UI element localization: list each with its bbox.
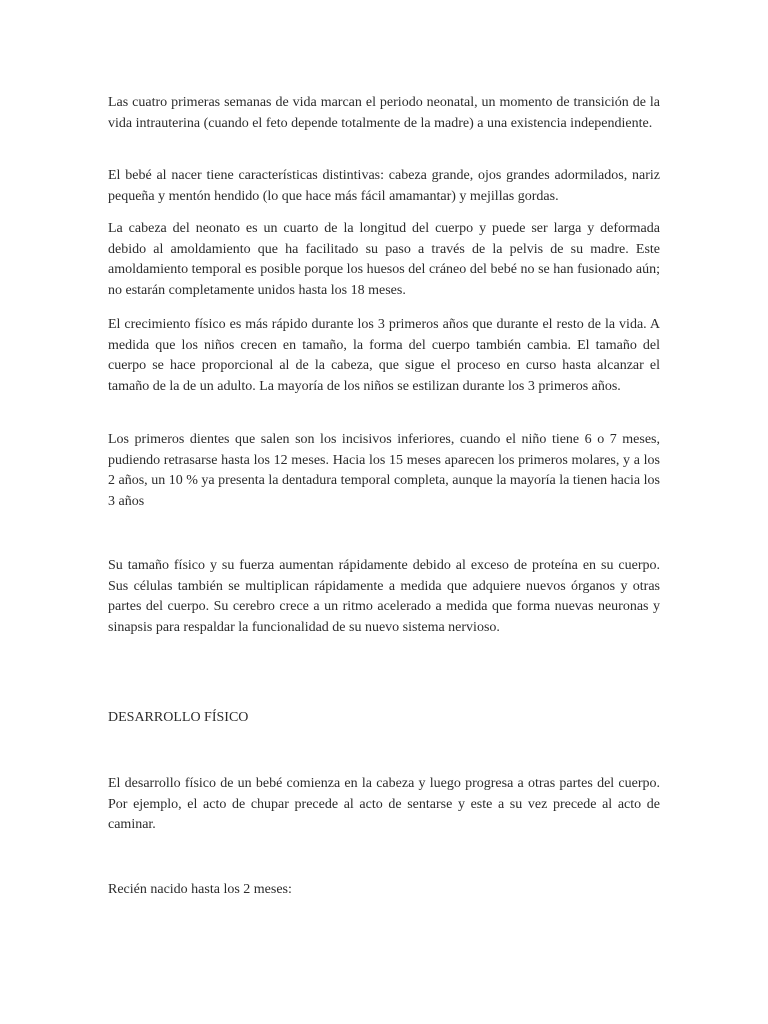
- section-heading: DESARROLLO FÍSICO: [108, 710, 249, 725]
- paragraph-newborn-features: El bebé al nacer tiene características distintivas: cabeza grande, ojos grandes adormilados, nariz pequeña y mentón hendido (lo que hace más fácil amamantar) y mejillas gordas.: [108, 168, 660, 204]
- paragraph-physical-growth: El crecimiento físico es más rápido durante los 3 primeros años que durante el resto de la vida. A medida que los niños crecen en tamaño, la forma del cuerpo también cambia. El tamaño del cuerpo se hace proporcional al de la cabeza, que sigue el proceso en curso hasta alcanzar el tamaño de la de un adulto. La mayoría de los niños se estilizan durante los 3 primeros años.: [108, 317, 660, 394]
- paragraph-neonatal-period: Las cuatro primeras semanas de vida marcan el periodo neonatal, un momento de transición de la vida intrauterina (cuando el feto depende totalmente de la madre) a una existencia independiente.: [108, 95, 660, 131]
- subheading-newborn-to-2-months: Recién nacido hasta los 2 meses:: [108, 882, 292, 897]
- paragraph-first-teeth: Los primeros dientes que salen son los incisivos inferiores, cuando el niño tiene 6 o 7 meses, pudiendo retrasarse hasta los 12 meses. Hacia los 15 meses aparecen los primeros molares, y a los 2 años, un 10 % ya presenta la dentadura temporal completa, aunque la mayoría la tienen hacia los 3 años: [108, 432, 660, 509]
- paragraph-newborn-head: La cabeza del neonato es un cuarto de la longitud del cuerpo y puede ser larga y deformada debido al amoldamiento que ha facilitado su paso a través de la pelvis de su madre. Este amoldamiento temporal es posible porque los huesos del cráneo del bebé no se han fusionado aún; no estarán completamente unidos hasta los 18 meses.: [108, 221, 660, 298]
- paragraph-physical-development: El desarrollo físico de un bebé comienza en la cabeza y luego progresa a otras partes del cuerpo. Por ejemplo, el acto de chupar precede al acto de sentarse y este a su vez precede al acto de caminar.: [108, 776, 660, 833]
- paragraph-size-strength: Su tamaño físico y su fuerza aumentan rápidamente debido al exceso de proteína en su cuerpo. Sus células también se multiplican rápidamente a medida que adquiere nuevos órganos y otras partes del cuerpo. Su cerebro crece a un ritmo acelerado a medida que forma nuevas neuronas y sinapsis para respaldar la funcionalidad de su nuevo sistema nervioso.: [108, 558, 660, 635]
